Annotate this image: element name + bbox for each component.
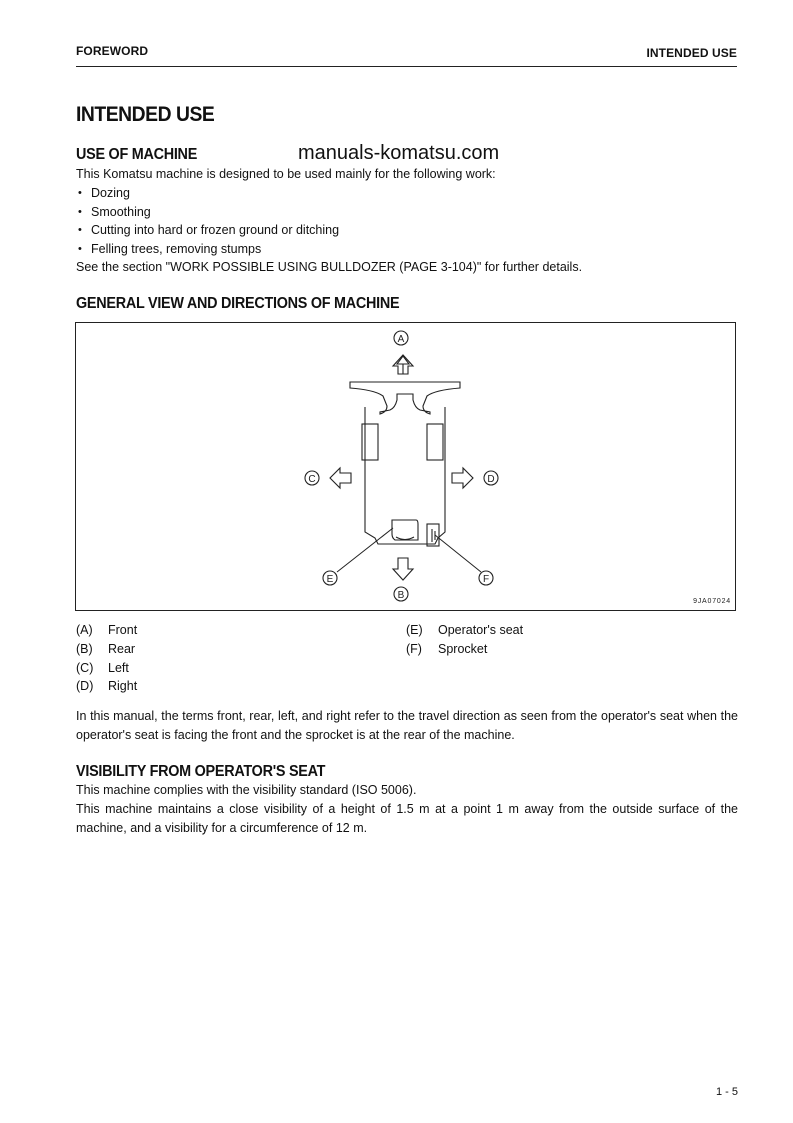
- direction-note-paragraph: In this manual, the terms front, rear, left, and right refer to the travel direction as seen from the operator's seat when the operator's seat is facing the front and the sprocket is at the rear of the machine.: [76, 709, 738, 742]
- list-item: • Dozing: [76, 184, 339, 203]
- marker-c: C: [308, 474, 316, 485]
- legend-key: (A): [76, 623, 93, 637]
- list-item: • Smoothing: [76, 203, 339, 222]
- header-section-title: FOREWORD: [76, 44, 149, 58]
- legend-label: Operator's seat: [438, 623, 524, 637]
- legend-item: [76, 621, 137, 640]
- section-heading-visibility: VISIBILITY FROM OPERATOR'S SEAT: [76, 763, 326, 780]
- marker-f: F: [482, 574, 490, 585]
- header-divider: [76, 66, 737, 67]
- marker-a: A: [397, 334, 405, 345]
- sprocket-outline: [427, 524, 439, 546]
- watermark-text: manuals-komatsu.com: [298, 142, 500, 164]
- list-item: • Cutting into hard or frozen ground or ditching: [76, 221, 339, 240]
- section-heading-general-view: GENERAL VIEW AND DIRECTIONS OF MACHINE: [76, 295, 400, 312]
- arrow-front-icon: [397, 356, 409, 374]
- legend-key: (F): [406, 642, 422, 656]
- section-heading-use-of-machine: USE OF MACHINE: [76, 146, 198, 163]
- arrow-rear-icon: [393, 558, 413, 580]
- legend-label: Left: [108, 661, 129, 675]
- leader-line-sprocket: [435, 535, 481, 572]
- legend-label: Front: [108, 623, 138, 637]
- visibility-standard-text: This machine complies with the visibility standard (ISO 5006).: [76, 783, 417, 797]
- leader-line-seat: [337, 528, 393, 572]
- machine-directions-figure: [75, 322, 736, 611]
- legend-item: [406, 621, 523, 640]
- arrow-left-icon: [330, 468, 351, 488]
- list-item: • Felling trees, removing stumps: [76, 240, 339, 259]
- marker-d: D: [487, 474, 495, 485]
- marker-b: B: [397, 590, 405, 601]
- legend-key: (E): [406, 623, 423, 637]
- arrow-right-icon: [452, 468, 473, 488]
- legend-item: [76, 677, 137, 696]
- legend-key: (D): [76, 679, 94, 693]
- machine-diagram: [75, 322, 736, 611]
- right-track: [427, 424, 443, 460]
- visibility-detail-paragraph: This machine maintains a close visibility of a height of 1.5 m at a point 1 m away from the outside surface of the machine, and a visibility for a circumference of 12 m.: [76, 802, 738, 835]
- legend-key: (C): [76, 661, 94, 675]
- left-track: [362, 424, 378, 460]
- header-page-topic: INTENDED USE: [646, 46, 737, 60]
- see-also-text: See the section "WORK POSSIBLE USING BULLDOZER (PAGE 3-104)" for further details.: [76, 260, 583, 274]
- page-title: INTENDED USE: [76, 103, 215, 126]
- seat-outline: [392, 520, 418, 540]
- legend-item: [76, 659, 129, 678]
- use-intro-text: This Komatsu machine is designed to be used mainly for the following work:: [76, 167, 496, 181]
- use-list: [76, 184, 339, 258]
- page-number: 1 - 5: [715, 1086, 738, 1098]
- blade-outline: [350, 382, 460, 414]
- marker-e: E: [326, 574, 334, 585]
- legend-key: (B): [76, 642, 93, 656]
- legend-label: Sprocket: [438, 642, 488, 656]
- legend-label: Right: [108, 679, 138, 693]
- legend-item: [76, 640, 135, 659]
- figure-code: 9JA07024: [693, 598, 731, 605]
- legend-label: Rear: [108, 642, 136, 656]
- legend-item: [406, 640, 487, 659]
